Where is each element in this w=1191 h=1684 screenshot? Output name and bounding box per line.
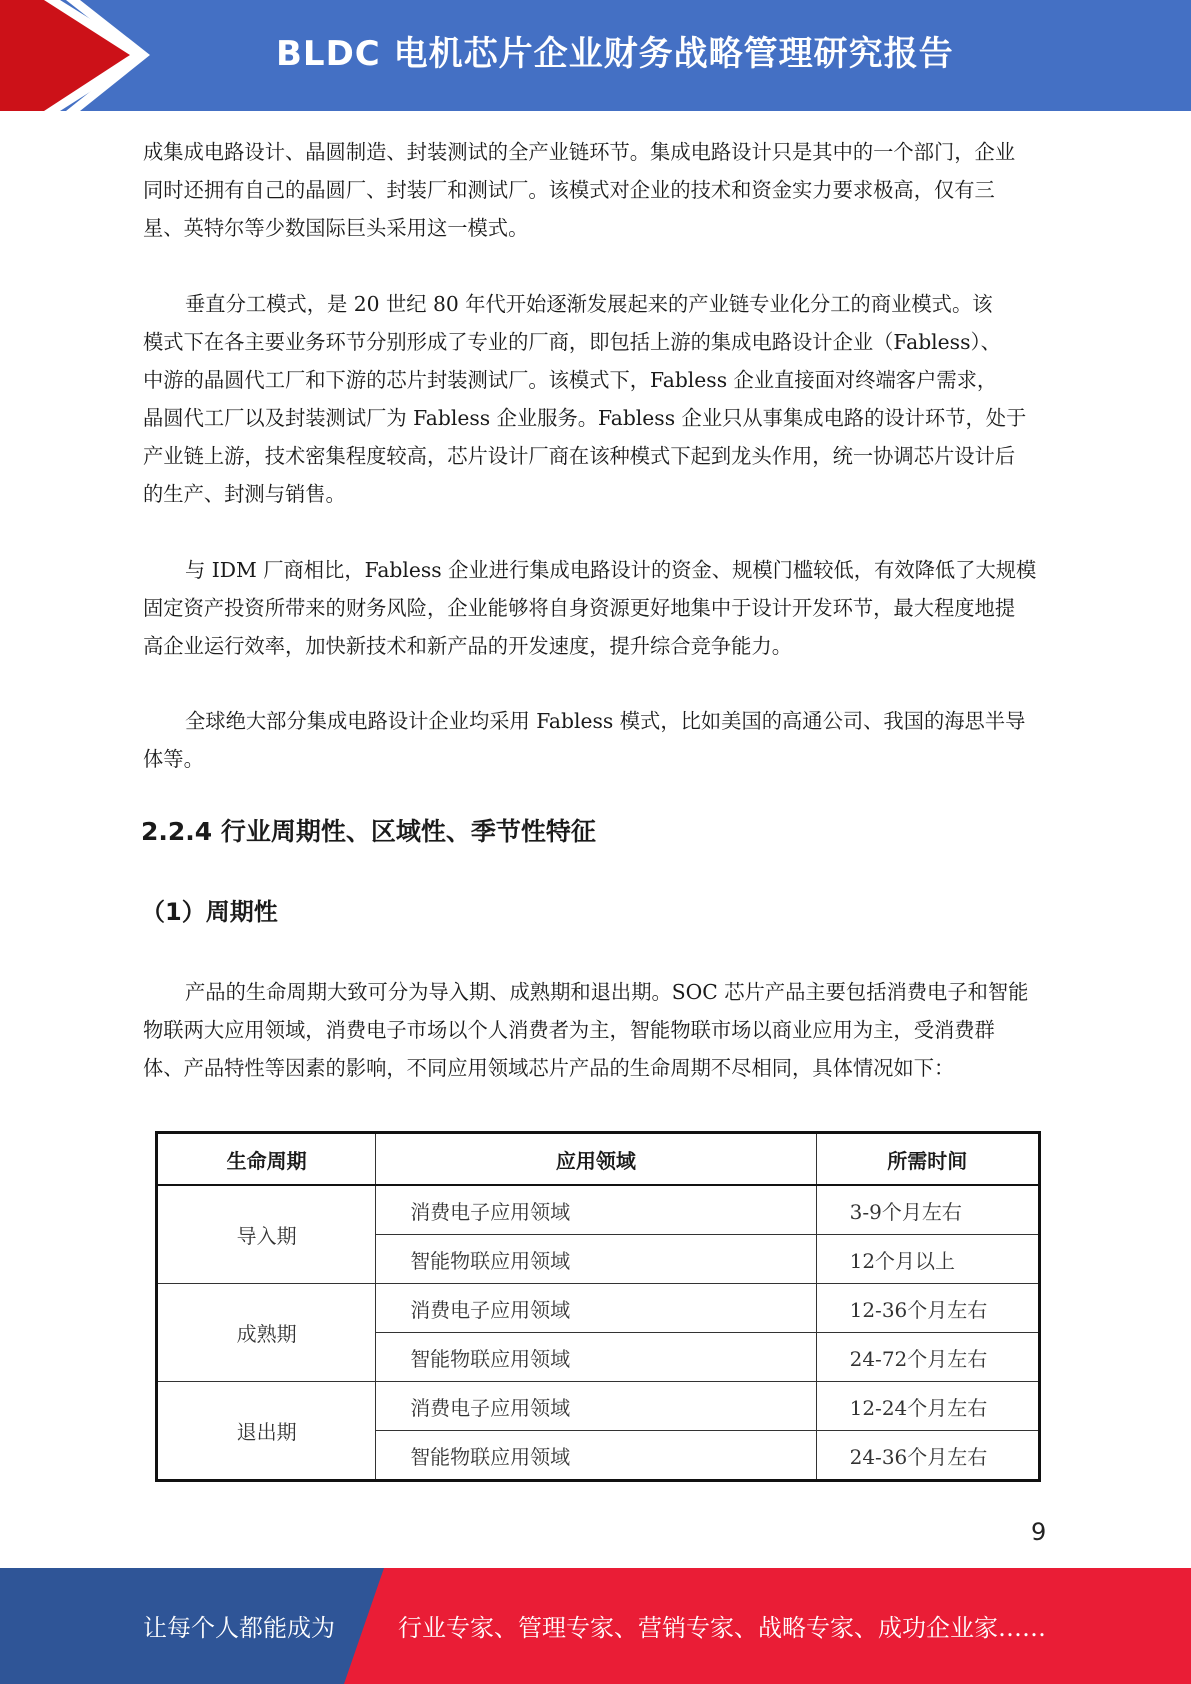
page-footer bbox=[0, 1568, 1191, 1684]
table-row bbox=[157, 1284, 1040, 1333]
subsection-heading: （1）周期性 bbox=[141, 898, 278, 926]
table-row bbox=[157, 1185, 1040, 1235]
column-header: 应用领域 bbox=[376, 1133, 816, 1186]
text-line: 高企业运行效率，加快新技术和新产品的开发速度，提升综合竞争能力。 bbox=[143, 634, 793, 658]
time-cell: 12-36个月左右 bbox=[816, 1284, 1039, 1333]
text-line: 晶圆代工厂以及封装测试厂为 Fabless 企业服务。Fabless 企业只从事集成电路的设计环节，处于 bbox=[143, 406, 1027, 430]
column-header: 生命周期 bbox=[157, 1133, 376, 1186]
footer-slogan-right: 行业专家、管理专家、营销专家、战略专家、成功企业家…… bbox=[398, 1614, 1046, 1642]
section-heading: 2.2.4 行业周期性、区域性、季节性特征 bbox=[141, 817, 596, 846]
text-line: 产品的生命周期大致可分为导入期、成熟期和退出期。SOC 芯片产品主要包括消费电子和智能 bbox=[185, 980, 1029, 1004]
text-line: 成集成电路设计、晶圆制造、封装测试的全产业链环节。集成电路设计只是其中的一个部门，企业 bbox=[143, 140, 1016, 164]
column-header: 所需时间 bbox=[816, 1133, 1039, 1186]
paragraph-2 bbox=[143, 285, 1048, 513]
text-line: 模式下在各主要业务环节分别形成了专业的厂商，即包括上游的集成电路设计企业（Fabless）、 bbox=[143, 330, 1001, 354]
text-line: 产业链上游，技术密集程度较高，芯片设计厂商在该种模式下起到龙头作用，统一协调芯片设计后 bbox=[143, 444, 1016, 468]
paragraph-3 bbox=[143, 551, 1048, 665]
text-line: 物联两大应用领域，消费电子市场以个人消费者为主，智能物联市场以商业应用为主，受消费群 bbox=[143, 1018, 995, 1042]
header-title: BLDC 电机芯片企业财务战略管理研究报告 bbox=[276, 34, 954, 74]
field-cell: 智能物联应用领域 bbox=[376, 1333, 816, 1382]
paragraph-4 bbox=[143, 702, 1048, 778]
text-line: 固定资产投资所带来的财务风险，企业能够将自身资源更好地集中于设计开发环节，最大程度地提 bbox=[143, 596, 1016, 620]
time-cell: 12-24个月左右 bbox=[816, 1382, 1039, 1431]
text-line: 同时还拥有自己的晶圆厂、封装厂和测试厂。该模式对企业的技术和资金实力要求极高，仅有三 bbox=[143, 178, 995, 202]
table-row bbox=[157, 1382, 1040, 1431]
stage-cell: 导入期 bbox=[157, 1185, 376, 1284]
field-cell: 消费电子应用领域 bbox=[376, 1185, 816, 1235]
stage-cell: 退出期 bbox=[157, 1382, 376, 1481]
text-line: 垂直分工模式，是 20 世纪 80 年代开始逐渐发展起来的产业链专业化分工的商业模式。该 bbox=[185, 292, 993, 316]
footer-slogan-left: 让每个人都能成为 bbox=[143, 1614, 335, 1642]
text-line: 体等。 bbox=[143, 747, 204, 771]
page-number: 9 bbox=[1031, 1518, 1047, 1546]
field-cell: 智能物联应用领域 bbox=[376, 1235, 816, 1284]
time-cell: 12个月以上 bbox=[816, 1235, 1039, 1284]
stage-cell: 成熟期 bbox=[157, 1284, 376, 1382]
field-cell: 消费电子应用领域 bbox=[376, 1382, 816, 1431]
paragraph-5 bbox=[143, 973, 1048, 1087]
field-cell: 消费电子应用领域 bbox=[376, 1284, 816, 1333]
time-cell: 24-72个月左右 bbox=[816, 1333, 1039, 1382]
text-line: 全球绝大部分集成电路设计企业均采用 Fabless 模式，比如美国的高通公司、我国的海思半导 bbox=[185, 709, 1026, 733]
page-header bbox=[0, 0, 1191, 111]
time-cell: 3-9个月左右 bbox=[816, 1185, 1039, 1235]
text-line: 与 IDM 厂商相比，Fabless 企业进行集成电路设计的资金、规模门槛较低，有效降低了大规模 bbox=[185, 558, 1037, 582]
time-cell: 24-36个月左右 bbox=[816, 1431, 1039, 1481]
text-line: 星、英特尔等少数国际巨头采用这一模式。 bbox=[143, 216, 529, 240]
text-line: 的生产、封测与销售。 bbox=[143, 482, 346, 506]
paragraph-1 bbox=[143, 133, 1048, 247]
lifecycle-table bbox=[155, 1131, 1041, 1482]
table-header-row bbox=[157, 1133, 1040, 1186]
text-line: 体、产品特性等因素的影响，不同应用领域芯片产品的生命周期不尽相同，具体情况如下： bbox=[143, 1056, 955, 1080]
text-line: 中游的晶圆代工厂和下游的芯片封装测试厂。该模式下，Fabless 企业直接面对终端客户需求， bbox=[143, 368, 998, 392]
field-cell: 智能物联应用领域 bbox=[376, 1431, 816, 1481]
